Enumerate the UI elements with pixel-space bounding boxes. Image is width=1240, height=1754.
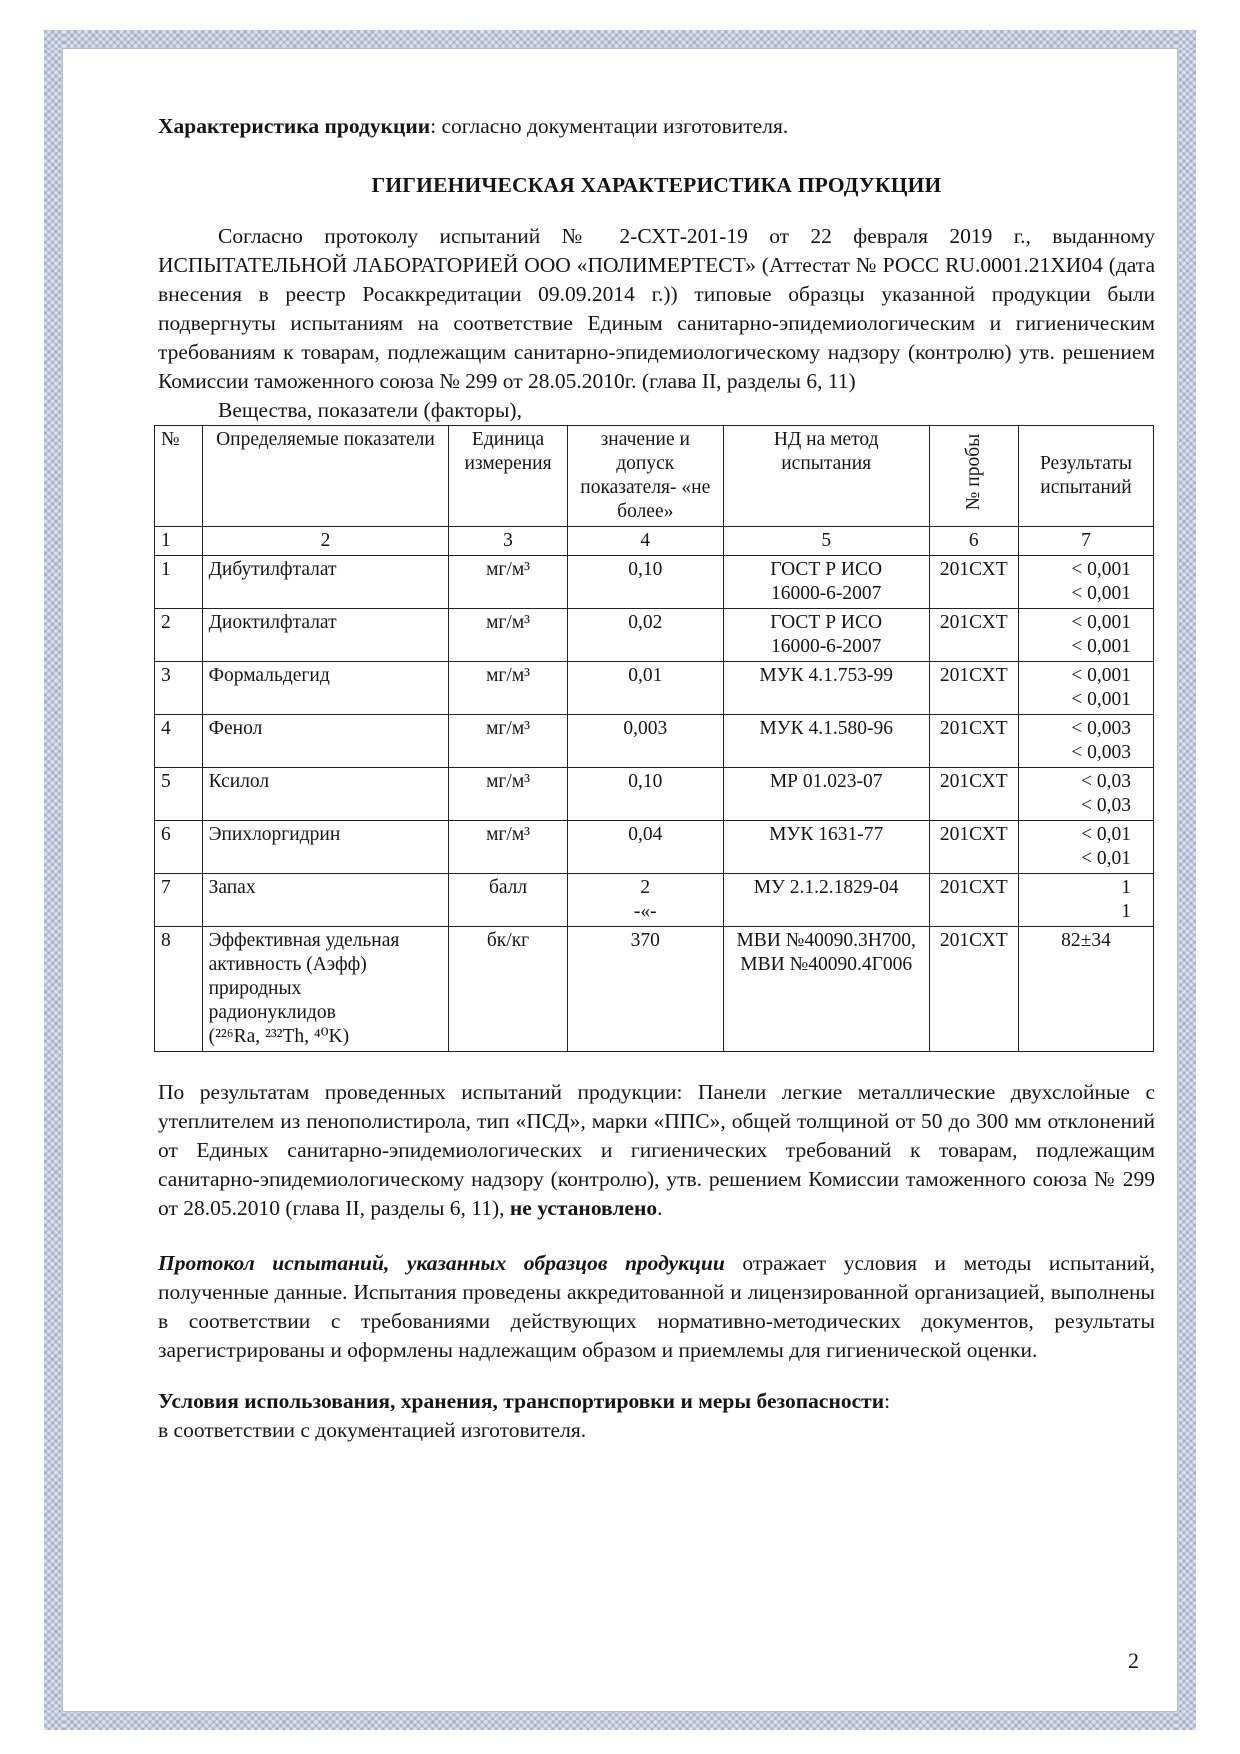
row-indicator: Ксилол — [202, 768, 449, 821]
col-number: 7 — [1018, 527, 1153, 556]
page-number: 2 — [1128, 1648, 1139, 1673]
row-limit-value: 0,10 — [628, 771, 663, 792]
row-results — [1018, 768, 1153, 821]
hygiene-table — [154, 425, 1154, 1052]
header-limit: значение и допуск показателя- «не более» — [567, 426, 723, 527]
row-sample: 201СХТ — [929, 821, 1018, 874]
row-indicator-line: природных — [208, 978, 302, 999]
row-sample: 201СХТ — [929, 662, 1018, 715]
row-method — [723, 609, 929, 662]
row-indicator: Дибутилфталат — [202, 556, 449, 609]
row-result-2: < 0,03 — [1081, 795, 1131, 816]
table-row — [155, 556, 1154, 609]
row-method — [723, 874, 929, 927]
col-number: 3 — [449, 527, 567, 556]
row-indicator-line: (²²⁶Ra, ²³²Th, ⁴⁰K) — [208, 1026, 350, 1047]
product-characteristic — [158, 112, 1155, 141]
conditions-colon: : — [884, 1389, 891, 1413]
row-unit: мг/м³ — [449, 715, 567, 768]
row-result-2: < 0,001 — [1071, 689, 1131, 710]
row-method-line: МР 01.023-07 — [769, 771, 883, 792]
results-text: По результатам проведенных испытаний продукции: Панели легкие металлические двухслойные с утеплителем из пенополистирола, тип «ПСД», марки «ППС», общей толщиной от 50 до 300 мм отклонений от Единых санитарно-эпидемиологических и гигиенических требований к товарам, подлежащим санитарно-эпидемиологическому надзору (контролю), утв. решением Комиссии таможенного союза № 299 от 28.05.2010 (глава II, разделы 6, 11), — [158, 1080, 1155, 1220]
document-content — [158, 112, 1155, 1445]
row-indicator — [202, 927, 449, 1052]
row-unit: мг/м³ — [449, 821, 567, 874]
row-method-line: МУ 2.1.2.1829-04 — [753, 877, 899, 898]
conditions-text: в соответствии с документацией изготовителя. — [158, 1418, 587, 1442]
protocol-text: отражает условия и методы испытаний, полученные данные. Испытания проведены аккредитованной и лицензированной организацией, выполнены в соответствии с требованиями действующих нормативно-методических документов, результаты зарегистрированы и оформлены надлежащим образом и приемлемы для гигиенической оценки. — [158, 1251, 1155, 1362]
col-number: 1 — [155, 527, 203, 556]
row-method-line-2: МВИ №40090.4Г006 — [740, 954, 913, 975]
row-sample: 201СХТ — [929, 556, 1018, 609]
row-unit: бк/кг — [449, 927, 567, 1052]
row-results — [1018, 821, 1153, 874]
table-row — [155, 662, 1154, 715]
row-method-line-2: 16000-6-2007 — [770, 636, 882, 657]
table-row — [155, 609, 1154, 662]
row-method — [723, 715, 929, 768]
row-indicator-line: активность (Аэфф) — [208, 954, 367, 975]
row-method-line-2: 16000-6-2007 — [770, 583, 882, 604]
row-result-2: < 0,003 — [1071, 742, 1131, 763]
row-number: 8 — [155, 927, 203, 1052]
row-unit: мг/м³ — [449, 556, 567, 609]
row-result-2: < 0,01 — [1081, 848, 1131, 869]
row-result-1: < 0,001 — [1071, 559, 1131, 580]
row-result-2: < 0,001 — [1071, 636, 1131, 657]
row-limit — [567, 715, 723, 768]
row-limit-value-2: -«- — [633, 901, 657, 922]
header-number: № — [155, 426, 203, 527]
table-row — [155, 927, 1154, 1052]
row-result-1: < 0,001 — [1071, 612, 1131, 633]
row-sample: 201СХТ — [929, 874, 1018, 927]
row-results — [1018, 556, 1153, 609]
row-indicator: Диоктилфталат — [202, 609, 449, 662]
conditions-paragraph — [158, 1387, 1155, 1416]
table-body — [155, 556, 1154, 1052]
row-method — [723, 927, 929, 1052]
row-limit-value: 0,01 — [628, 665, 663, 686]
col-number: 6 — [929, 527, 1018, 556]
row-limit: 370 — [567, 927, 723, 1052]
row-limit — [567, 821, 723, 874]
row-results — [1018, 874, 1153, 927]
header-indicator: Определяемые показатели — [202, 426, 449, 527]
row-indicator: Фенол — [202, 715, 449, 768]
row-result-1: 1 — [1121, 877, 1131, 898]
row-result-2: 1 — [1121, 901, 1131, 922]
col-number: 2 — [202, 527, 449, 556]
table-row — [155, 768, 1154, 821]
row-results: 82±34 — [1018, 927, 1153, 1052]
row-method — [723, 768, 929, 821]
row-number: 4 — [155, 715, 203, 768]
product-characteristic-label: Характеристика продукции — [158, 114, 431, 138]
header-results: Результаты испытаний — [1018, 426, 1153, 527]
section-heading: ГИГИЕНИЧЕСКАЯ ХАРАКТЕРИСТИКА ПРОДУКЦИИ — [371, 173, 942, 197]
row-unit: балл — [449, 874, 567, 927]
results-paragraph — [158, 1078, 1155, 1223]
row-result-1: < 0,003 — [1071, 718, 1131, 739]
row-number: 7 — [155, 874, 203, 927]
row-sample: 201СХТ — [929, 927, 1018, 1052]
table-column-numbers — [155, 527, 1154, 556]
row-sample: 201СХТ — [929, 768, 1018, 821]
protocol-lead: Протокол испытаний, указанных образцов продукции — [158, 1251, 725, 1275]
row-limit — [567, 662, 723, 715]
row-limit — [567, 556, 723, 609]
row-results — [1018, 715, 1153, 768]
row-result-1: < 0,01 — [1081, 824, 1131, 845]
row-unit: мг/м³ — [449, 768, 567, 821]
row-method-line: ГОСТ Р ИСО — [770, 559, 883, 580]
table-row — [155, 715, 1154, 768]
header-unit: Единица измерения — [449, 426, 567, 527]
row-method-line: МУК 1631-77 — [769, 824, 884, 845]
row-number: 3 — [155, 662, 203, 715]
table-row — [155, 821, 1154, 874]
row-results — [1018, 662, 1153, 715]
row-method — [723, 662, 929, 715]
row-unit: мг/м³ — [449, 609, 567, 662]
row-method-line: МУК 4.1.580-96 — [759, 718, 893, 739]
intro-paragraph: Согласно протоколу испытаний № 2-СХТ-201-19 от 22 февраля 2019 г., выданному ИСПЫТАТЕЛЬНОЙ ЛАБОРАТОРИЕЙ ООО «ПОЛИМЕРТЕСТ» (Аттестат № РОСС RU.0001.21ХИ04 (дата внесения в реестр Росаккредитации 09.09.2014 г.)) типовые образцы указанной продукции были подвергнуты испытаниям на соответствие Единым санитарно-эпидемиологическим и гигиеническим требованиям к товарам, подлежащим санитарно-эпидемиологическому надзору (контролю) утв. решением Комиссии таможенного союза № 299 от 28.05.2010г. (глава II, разделы 6, 11) — [158, 224, 1155, 393]
row-limit — [567, 768, 723, 821]
row-result-1: < 0,03 — [1081, 771, 1131, 792]
results-end: . — [657, 1196, 663, 1220]
row-limit-value: 0,02 — [628, 612, 663, 633]
row-unit: мг/м³ — [449, 662, 567, 715]
row-limit-value: 2 — [640, 877, 651, 898]
row-method-line: МВИ №40090.3Н700, — [736, 930, 916, 951]
row-indicator: Эпихлоргидрин — [202, 821, 449, 874]
row-sample: 201СХТ — [929, 715, 1018, 768]
substances-label: Вещества, показатели (факторы), — [218, 398, 522, 422]
header-sample-text: № пробы — [962, 433, 984, 511]
conditions-label: Условия использования, хранения, транспортировки и меры безопасности — [158, 1389, 885, 1413]
row-sample: 201СХТ — [929, 609, 1018, 662]
table-header-row — [155, 426, 1154, 527]
row-method — [723, 556, 929, 609]
row-result-2: < 0,001 — [1071, 583, 1131, 604]
row-indicator-line: радионуклидов — [208, 1002, 336, 1023]
row-results — [1018, 609, 1153, 662]
protocol-paragraph — [158, 1249, 1155, 1365]
row-method-line: МУК 4.1.753-99 — [759, 665, 893, 686]
row-indicator: Запах — [202, 874, 449, 927]
row-limit — [567, 609, 723, 662]
row-indicator-line: Эффективная удельная — [208, 930, 400, 951]
col-number: 5 — [723, 527, 929, 556]
header-sample — [929, 426, 1018, 527]
row-limit — [567, 874, 723, 927]
row-number: 5 — [155, 768, 203, 821]
row-indicator: Формальдегид — [202, 662, 449, 715]
results-conclusion: не установлено — [509, 1196, 658, 1220]
row-result-1: < 0,001 — [1071, 665, 1131, 686]
row-limit-value: 0,003 — [623, 718, 668, 739]
row-limit-value: 0,04 — [628, 824, 663, 845]
header-method: НД на метод испытания — [723, 426, 929, 527]
row-number: 6 — [155, 821, 203, 874]
row-number: 1 — [155, 556, 203, 609]
table-row — [155, 874, 1154, 927]
product-characteristic-text: : согласно документации изготовителя. — [430, 114, 789, 138]
row-method-line: ГОСТ Р ИСО — [770, 612, 883, 633]
col-number: 4 — [567, 527, 723, 556]
row-limit-value: 0,10 — [628, 559, 663, 580]
row-method — [723, 821, 929, 874]
row-number: 2 — [155, 609, 203, 662]
